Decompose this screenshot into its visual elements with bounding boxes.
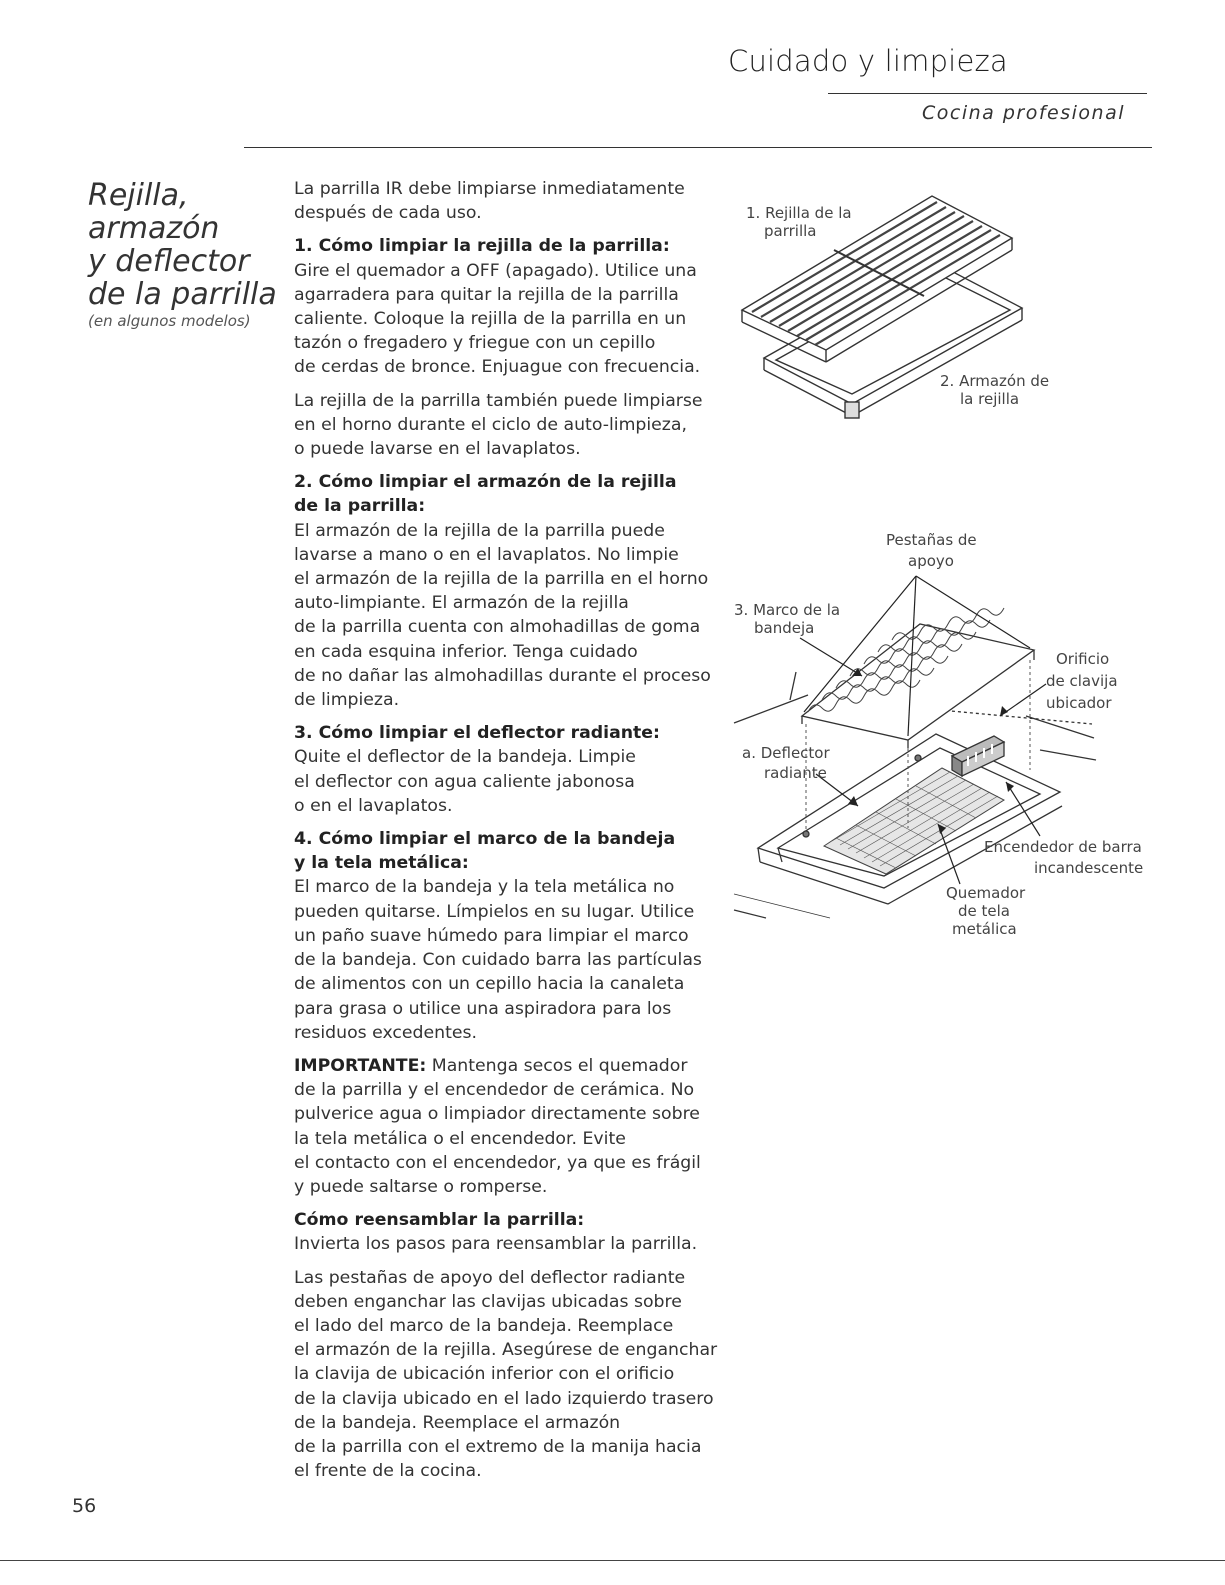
step1-paragraph-2: La rejilla de la parrilla también puede limpiarse en el horno durante el ciclo de auto-limpieza, o puede lavarse en el lavaplatos. xyxy=(294,390,703,460)
page-number: 56 xyxy=(72,1495,97,1517)
reassemble-heading: Cómo reensamblar la parrilla: xyxy=(294,1210,585,1231)
label-frame-1: 2. Armazón de xyxy=(940,372,1050,390)
label-tray-1: 3. Marco de la xyxy=(734,601,841,619)
topic-note: (en algunos modelos) xyxy=(88,312,251,330)
step3-heading: 3. Cómo limpiar el deflector radiante: xyxy=(294,723,660,744)
topic-title-line: y deflector xyxy=(88,244,250,279)
mesh-burner-drawing xyxy=(824,768,1004,874)
bottom-rule xyxy=(0,1560,1225,1561)
label-tabs-2: apoyo xyxy=(908,552,954,570)
topic-title-line: de la parrilla xyxy=(88,277,277,312)
section-title: Cuidado y limpieza xyxy=(728,44,1008,78)
label-hole-1: Orificio xyxy=(1056,650,1110,668)
reassemble-paragraph-2: Las pestañas de apoyo del deflector radiante deben enganchar las clavijas ubicadas sobre el lado del marco de la bandeja. Reemplace el armazón de la rejilla. Asegúrese de enganchar la clavija de ubicación inferior con el orificio de la clavija ubicado en el lado izquierdo trasero de la bandeja. Reemplace el armazón de la parrilla con el extremo de la manija hacia el frente de la cocina. xyxy=(294,1267,718,1482)
important-text: Mantenga secos el quemador de la parrilla y el encendedor de cerámica. No pulverice agua o limpiador directamente sobre la tela metálica o el encendedor. Evite el contacto con el encendedor, ya que es frágil y puede saltarse o romperse. xyxy=(294,1055,701,1197)
igniter-drawing xyxy=(952,736,1004,776)
label-burner-3: metálica xyxy=(952,920,1017,938)
step4-heading: 4. Cómo limpiar el marco de la bandeja y la tela metálica: xyxy=(294,829,676,874)
important-label: IMPORTANTE: xyxy=(294,1055,427,1076)
label-igniter-2: incandescente xyxy=(1034,859,1144,877)
label-deflector-1: a. Deflector xyxy=(742,744,830,762)
label-deflector-2: radiante xyxy=(764,764,827,782)
label-grate-2: parrilla xyxy=(764,222,817,240)
label-hole-3: ubicador xyxy=(1046,694,1112,712)
topic-title-line: Rejilla, xyxy=(88,178,189,213)
step2-paragraph: El armazón de la rejilla de la parrilla puede lavarse a mano o en el lavaplatos. No limpie el armazón de la rejilla de la parrilla en el horno auto-limpiante. El armazón de la rejilla de la parrilla cuenta con almohadillas de goma en cada esquina inferior. Tenga cuidado de no dañar las almohadillas durante el proceso de limpieza. xyxy=(294,520,711,711)
label-hole-2: de clavija xyxy=(1046,672,1118,690)
label-tray-2: bandeja xyxy=(754,619,815,637)
step4-paragraph: El marco de la bandeja y la tela metálica no pueden quitarse. Límpielos en su lugar. Utilice un paño suave húmedo para limpiar el marco de la bandeja. Con cuidado barra las partículas de alimentos con un cepillo hacia la canaleta para grasa o utilice una aspiradora para los residuos excedentes. xyxy=(294,877,702,1043)
label-burner-2: de tela xyxy=(958,902,1010,920)
label-tabs-1: Pestañas de xyxy=(886,531,977,549)
peg-rear xyxy=(915,755,921,761)
step2-heading: 2. Cómo limpiar el armazón de la rejilla de la parrilla: xyxy=(294,472,677,517)
topic-title-line: armazón xyxy=(88,211,220,246)
label-grate-1: 1. Rejilla de la xyxy=(746,204,852,222)
peg-front-left xyxy=(803,831,809,837)
label-frame-2: la rejilla xyxy=(960,390,1020,408)
intro-paragraph: La parrilla IR debe limpiarse inmediatamente después de cada uso. xyxy=(294,179,685,224)
step1-paragraph: Gire el quemador a OFF (apagado). Utilice una agarradera para quitar la rejilla de la parrilla caliente. Coloque la rejilla de la parrilla en un tazón o fregadero y friegue con un cepillo de cerdas de bronce. Enjuague con frecuencia. xyxy=(294,260,701,378)
label-igniter-1: Encendedor de barra xyxy=(984,838,1142,856)
step3-paragraph: Quite el deflector de la bandeja. Limpie el deflector con agua caliente jabonosa o en el lavaplatos. xyxy=(294,747,636,816)
section-subtitle: Cocina profesional xyxy=(922,102,1125,124)
reassemble-paragraph: Invierta los pasos para reensamblar la parrilla. xyxy=(294,1234,698,1255)
label-burner-1: Quemador xyxy=(946,884,1026,902)
step1-heading: 1. Cómo limpiar la rejilla de la parrilla: xyxy=(294,236,670,257)
